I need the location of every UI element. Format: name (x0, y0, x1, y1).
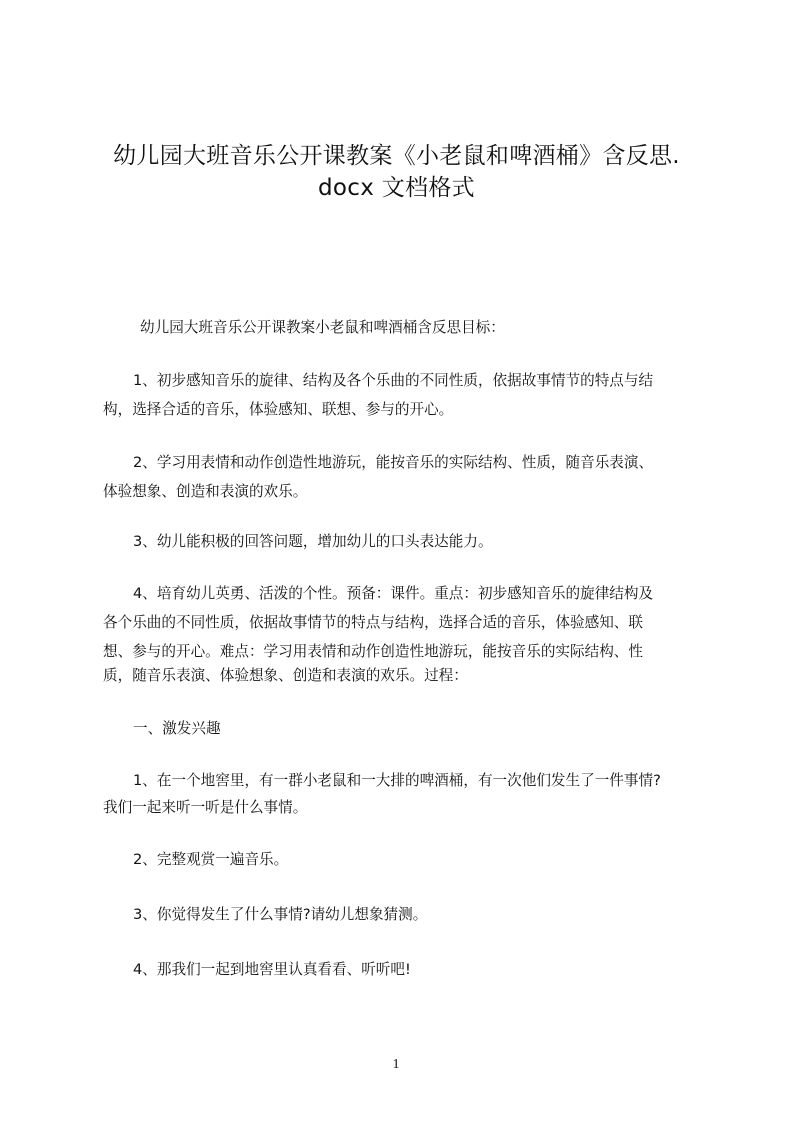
paragraph-step-2: 2、完整观赏一遍音乐。 (133, 851, 289, 868)
page-number: 1 (392, 1057, 400, 1072)
paragraph-step-1-cont: 我们一起来听一听是什么事情。 (103, 799, 308, 816)
paragraph-goal-1-cont: 构，选择合适的音乐，体验感知、联想、参与的开心。 (103, 401, 454, 418)
paragraph-goal-2-cont: 体验想象、创造和表演的欢乐。 (103, 483, 308, 500)
paragraph-goal-4-cont-2: 想、参与的开心。难点：学习用表情和动作创造性地游玩，能按音乐的实际结构、性 (103, 643, 643, 660)
section-heading-stimulate-interest: 一、激发兴趣 (133, 720, 221, 737)
document-title-line-1: 幼儿园大班音乐公开课教案《小老鼠和啤酒桶》含反思. (113, 143, 680, 169)
paragraph-goal-2: 2、学习用表情和动作创造性地游玩，能按音乐的实际结构、性质，随音乐表演、 (133, 454, 654, 471)
paragraph-goal-4-cont-3: 质，随音乐表演、体验想象、创造和表演的欢乐。过程： (103, 667, 468, 684)
paragraph-goal-3: 3、幼儿能积极的回答问题，增加幼儿的口头表达能力。 (133, 533, 493, 550)
paragraph-step-1: 1、在一个地窖里，有一群小老鼠和一大排的啤酒桶，有一次他们发生了一件事情? (133, 772, 661, 789)
paragraph-goal-4-cont-1: 各个乐曲的不同性质，依据故事情节的特点与结构，选择合适的音乐，体验感知、联 (103, 614, 643, 631)
paragraph-step-3: 3、你觉得发生了什么事情?请幼儿想象猜测。 (133, 906, 428, 923)
paragraph-step-4: 4、那我们一起到地窖里认真看看、听听吧! (133, 961, 411, 978)
document-title-line-2: docx 文档格式 (318, 175, 475, 201)
paragraph-goal-1: 1、初步感知音乐的旋律、结构及各个乐曲的不同性质，依据故事情节的特点与结 (133, 372, 654, 389)
paragraph-objectives-heading: 幼儿园大班音乐公开课教案小老鼠和啤酒桶含反思目标： (140, 319, 505, 336)
paragraph-goal-4: 4、培育幼儿英勇、活泼的个性。预备：课件。重点：初步感知音乐的旋律结构及 (133, 585, 654, 602)
